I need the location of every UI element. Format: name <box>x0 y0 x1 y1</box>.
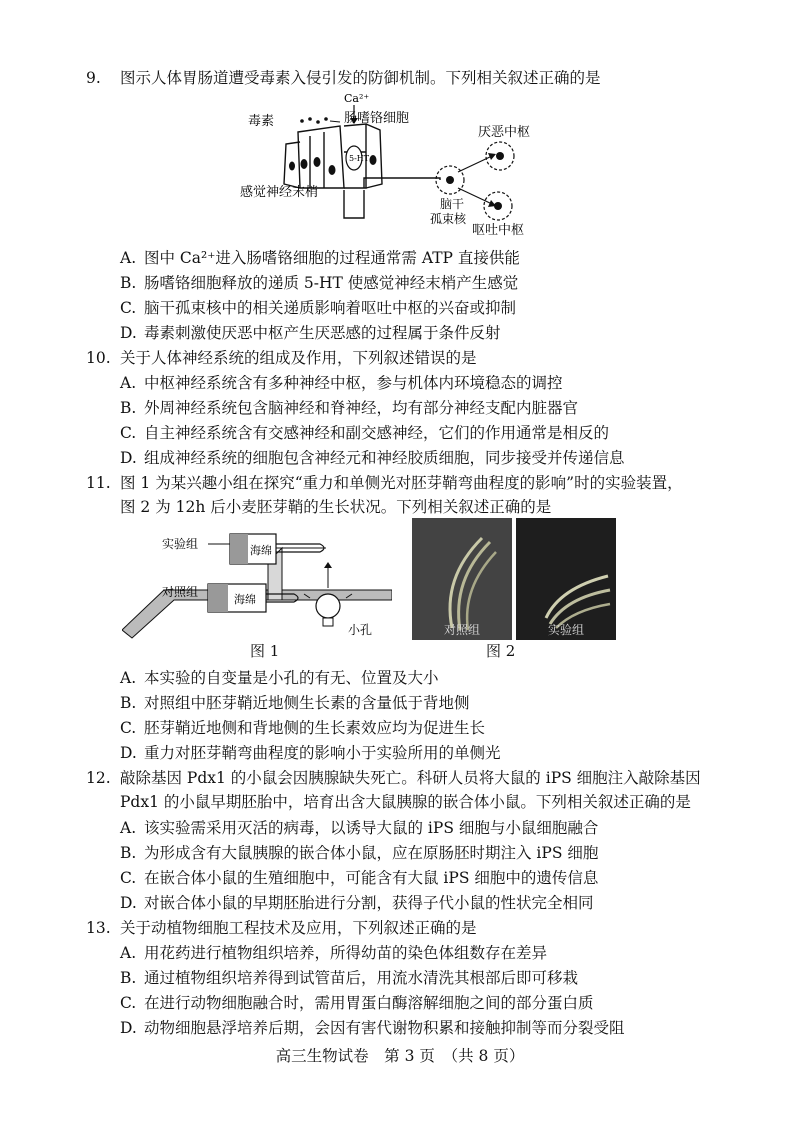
figure-defense-mechanism <box>240 92 560 238</box>
question-12-option-b: B. 为形成含有大鼠胰腺的嵌合体小鼠，应在原肠胚时期注入 iPS 细胞 <box>120 844 599 862</box>
question-13-option-a: A. 用花药进行植物组织培养，所得幼苗的染色体组数存在差异 <box>120 944 548 962</box>
question-number: 13. <box>86 919 111 937</box>
question-10-option-b: B. 外周神经系统包含脑神经和脊神经，均有部分神经支配内脏器官 <box>120 399 579 417</box>
question-11-stem <box>86 471 736 519</box>
question-number: 9. <box>86 69 101 87</box>
question-12-option-a: A. 该实验需采用灭活的病毒，以诱导大鼠的 iPS 细胞与小鼠细胞融合 <box>120 819 599 837</box>
experimental-photo-label: 实验组 <box>547 623 584 637</box>
question-9-option-c: C. 脑干孤束核中的相关递质影响着呕吐中枢的兴奋或抑制 <box>120 299 517 317</box>
question-10-option-c: C. 自主神经系统含有交感神经和副交感神经，它们的作用通常是相反的 <box>120 424 610 442</box>
question-13-option-c: C. 在进行动物细胞融合时，需用胃蛋白酶溶解细胞之间的部分蛋白质 <box>120 994 594 1012</box>
question-9-option-b: B. 肠嗜铬细胞释放的递质 5-HT 使感觉神经末梢产生感觉 <box>120 274 519 292</box>
question-10-option-a: A. 中枢神经系统含有多种神经中枢，参与机体内环境稳态的调控 <box>120 374 563 392</box>
figure-1-apparatus <box>122 526 392 642</box>
question-text-line-2: Pdx1 的小鼠早期胚胎中，培育出含大鼠胰腺的嵌合体小鼠。下列相关叙述正确的是 <box>120 793 691 811</box>
question-9-option-a: A. 图中 Ca²⁺进入肠嗜铬细胞的过程通常需 ATP 直接供能 <box>120 249 520 267</box>
question-10-option-d: D. 组成神经系统的细胞包含神经元和神经胶质细胞，同步接受并传递信息 <box>120 449 625 467</box>
question-11-option-d: D. 重力对胚芽鞘弯曲程度的影响小于实验所用的单侧光 <box>120 744 501 762</box>
vomiting-center-label: 呕吐中枢 <box>472 223 525 238</box>
page-footer: 高三生物试卷 第 3 页 （共 8 页） <box>275 1047 525 1065</box>
question-number: 10. <box>86 349 111 367</box>
figure-2-experimental-photo <box>516 518 616 640</box>
control-group-label: 对照组 <box>162 585 199 599</box>
question-number: 11. <box>86 474 111 492</box>
question-13-stem <box>86 916 736 940</box>
question-9-option-d: D. 毒素刺激使厌恶中枢产生厌恶感的过程属于条件反射 <box>120 324 501 342</box>
serotonin-label: 5-HT <box>349 154 370 163</box>
sensory-nerve-ending-label: 感觉神经末梢 <box>240 185 319 200</box>
question-number: 12. <box>86 769 111 787</box>
question-11-option-a: A. 本实验的自变量是小孔的有无、位置及大小 <box>120 669 439 687</box>
figure-1-caption: 图 1 <box>250 642 280 660</box>
brainstem-label: 脑干 <box>440 197 465 211</box>
sponge-label-upper: 海绵 <box>250 544 272 557</box>
sponge-label-lower: 海绵 <box>234 593 256 606</box>
aversion-center-label: 厌恶中枢 <box>478 125 531 140</box>
control-photo-label: 对照组 <box>443 623 480 637</box>
figure-2-control-photo <box>412 518 512 640</box>
question-9-stem <box>86 66 736 90</box>
question-11-option-b: B. 对照组中胚芽鞘近地侧生长素的含量低于背地侧 <box>120 694 470 712</box>
question-text: 关于动植物细胞工程技术及应用，下列叙述正确的是 <box>120 919 477 937</box>
question-13-option-d: D. 动物细胞悬浮培养后期，会因有害代谢物积累和接触抑制等而分裂受阻 <box>120 1019 625 1037</box>
calcium-label: Ca²⁺ <box>344 92 370 105</box>
solitary-nucleus-label: 孤束核 <box>430 212 467 226</box>
question-text-line-1: 敲除基因 Pdx1 的小鼠会因胰腺缺失死亡。科研人员将大鼠的 iPS 细胞注入敲除基因 <box>120 769 701 787</box>
small-hole-label: 小孔 <box>348 623 373 637</box>
question-12-option-d: D. 对嵌合体小鼠的早期胚胎进行分割，获得子代小鼠的性状完全相同 <box>120 894 594 912</box>
question-text-line-2: 图 2 为 12h 后小麦胚芽鞘的生长状况。下列相关叙述正确的是 <box>120 498 552 516</box>
question-10-stem <box>86 346 736 370</box>
question-13-option-b: B. 通过植物组织培养得到试管苗后，用流水清洗其根部后即可移栽 <box>120 969 579 987</box>
figure-2-caption: 图 2 <box>486 642 516 660</box>
enterochromaffin-cell-label: 肠嗜铬细胞 <box>344 111 410 126</box>
question-12-stem <box>86 766 736 814</box>
question-12-option-c: C. 在嵌合体小鼠的生殖细胞中，可能含有大鼠 iPS 细胞中的遗传信息 <box>120 869 599 887</box>
question-11-option-c: C. 胚芽鞘近地侧和背地侧的生长素效应均为促进生长 <box>120 719 486 737</box>
question-text-line-1: 图 1 为某兴趣小组在探究“重力和单侧光对胚芽鞘弯曲程度的影响”时的实验装置， <box>120 474 683 492</box>
toxin-label: 毒素 <box>248 114 275 129</box>
question-text: 图示人体胃肠道遭受毒素入侵引发的防御机制。下列相关叙述正确的是 <box>120 69 601 87</box>
experimental-group-label: 实验组 <box>162 537 199 551</box>
question-text: 关于人体神经系统的组成及作用，下列叙述错误的是 <box>120 349 477 367</box>
